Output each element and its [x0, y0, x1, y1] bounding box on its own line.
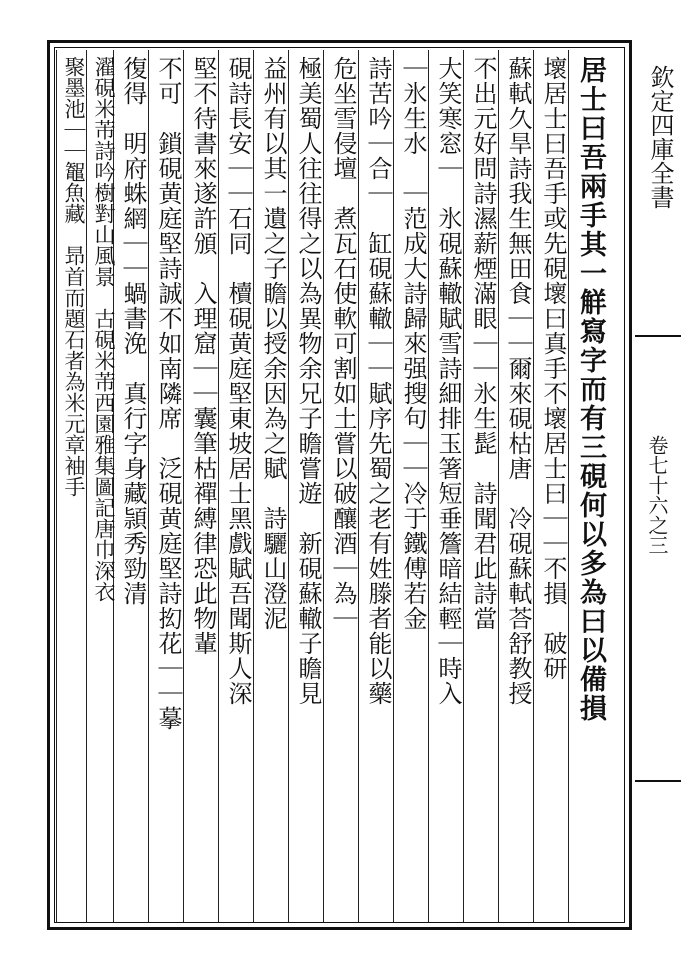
book-title: 欽定四庫全書 — [646, 65, 674, 209]
column-text: 蘇軾久旱詩我生無田食｜｜爾來硯枯唐 冷硯蘇軾荅舒教授 — [504, 56, 532, 706]
column-text: 濯硯米芾詩吟樹對山風景 古硯米芾西園雅集圖記唐巾深衣 — [92, 56, 116, 602]
text-column-16 — [56, 50, 86, 922]
column-text: 不出元好問詩濕薪煙滿眼｜｜氷生髭 詩聞君此詩當 — [469, 56, 497, 631]
text-column-8 — [323, 50, 358, 922]
text-column-4 — [463, 50, 498, 922]
text-column-1 — [568, 50, 625, 922]
text-column-5 — [428, 50, 463, 922]
column-text: 極美蜀人往往得之以為異物余兄子瞻嘗遊 新硯蘇轍子瞻見 — [294, 56, 322, 706]
column-text: 堅不待書來遂許頒 入理窟｜｜囊筆枯禪縛律恐此物輩 — [189, 56, 217, 656]
fishtail-divider — [635, 335, 681, 337]
text-column-9 — [288, 50, 323, 922]
column-text: 詩苦吟｜合｜ 缸硯蘇轍｜｜賦序先蜀之老有姓滕者能以藥 — [364, 56, 392, 706]
text-column-12 — [183, 50, 218, 922]
text-column-7 — [358, 50, 393, 922]
column-text: 復得 明府蛛網｜｜蝸書浼 真行字身藏頴秀勁清 — [119, 56, 147, 606]
column-text: 不可 鎖硯黄庭堅詩誠不如南隣席 泛硯黄庭堅詩抝花｜｜摹 — [154, 56, 182, 731]
column-text: 居士曰吾兩手其一觧寫字而有三硯何以多為曰以備損 — [575, 56, 606, 723]
column-text: 聚墨池｜｜鼅魚藏 昻首而題石者為米元章袖手 — [62, 56, 86, 497]
column-text: 壞居士曰吾手或先硯壞曰真手不壞居士曰｜｜不損 破研 — [539, 56, 567, 681]
column-text: 大笑寒窓｜ 氷硯蘇轍賦雪詩細排玉箸短垂簷暗結輕｜時入 — [434, 56, 462, 706]
column-text: 危坐雪侵壇 煮瓦石使軟可割如土嘗以破釀酒｜為｜ — [329, 56, 357, 631]
text-column-13 — [148, 50, 183, 922]
text-column-10 — [253, 50, 288, 922]
column-text: 硯詩長安｜｜石同 櫝硯黄庭堅東坡居士黑戲賦吾聞斯人深 — [224, 56, 252, 706]
page-margin — [635, 40, 685, 930]
column-text: ｜氷生水 ｜范成大詩歸來强搜句｜｜冷于鐵傅若金 — [399, 56, 427, 631]
text-column-11 — [218, 50, 253, 922]
text-column-15 — [86, 50, 116, 922]
text-column-3 — [498, 50, 533, 922]
text-column-6 — [393, 50, 428, 922]
fishtail-divider — [635, 780, 681, 782]
column-text: 益州有以其一遺之子瞻以授余因為之賦 詩驪山澄泥 — [259, 56, 287, 631]
text-column-2 — [533, 50, 568, 922]
volume-label: 卷七十六之三 — [645, 435, 669, 555]
